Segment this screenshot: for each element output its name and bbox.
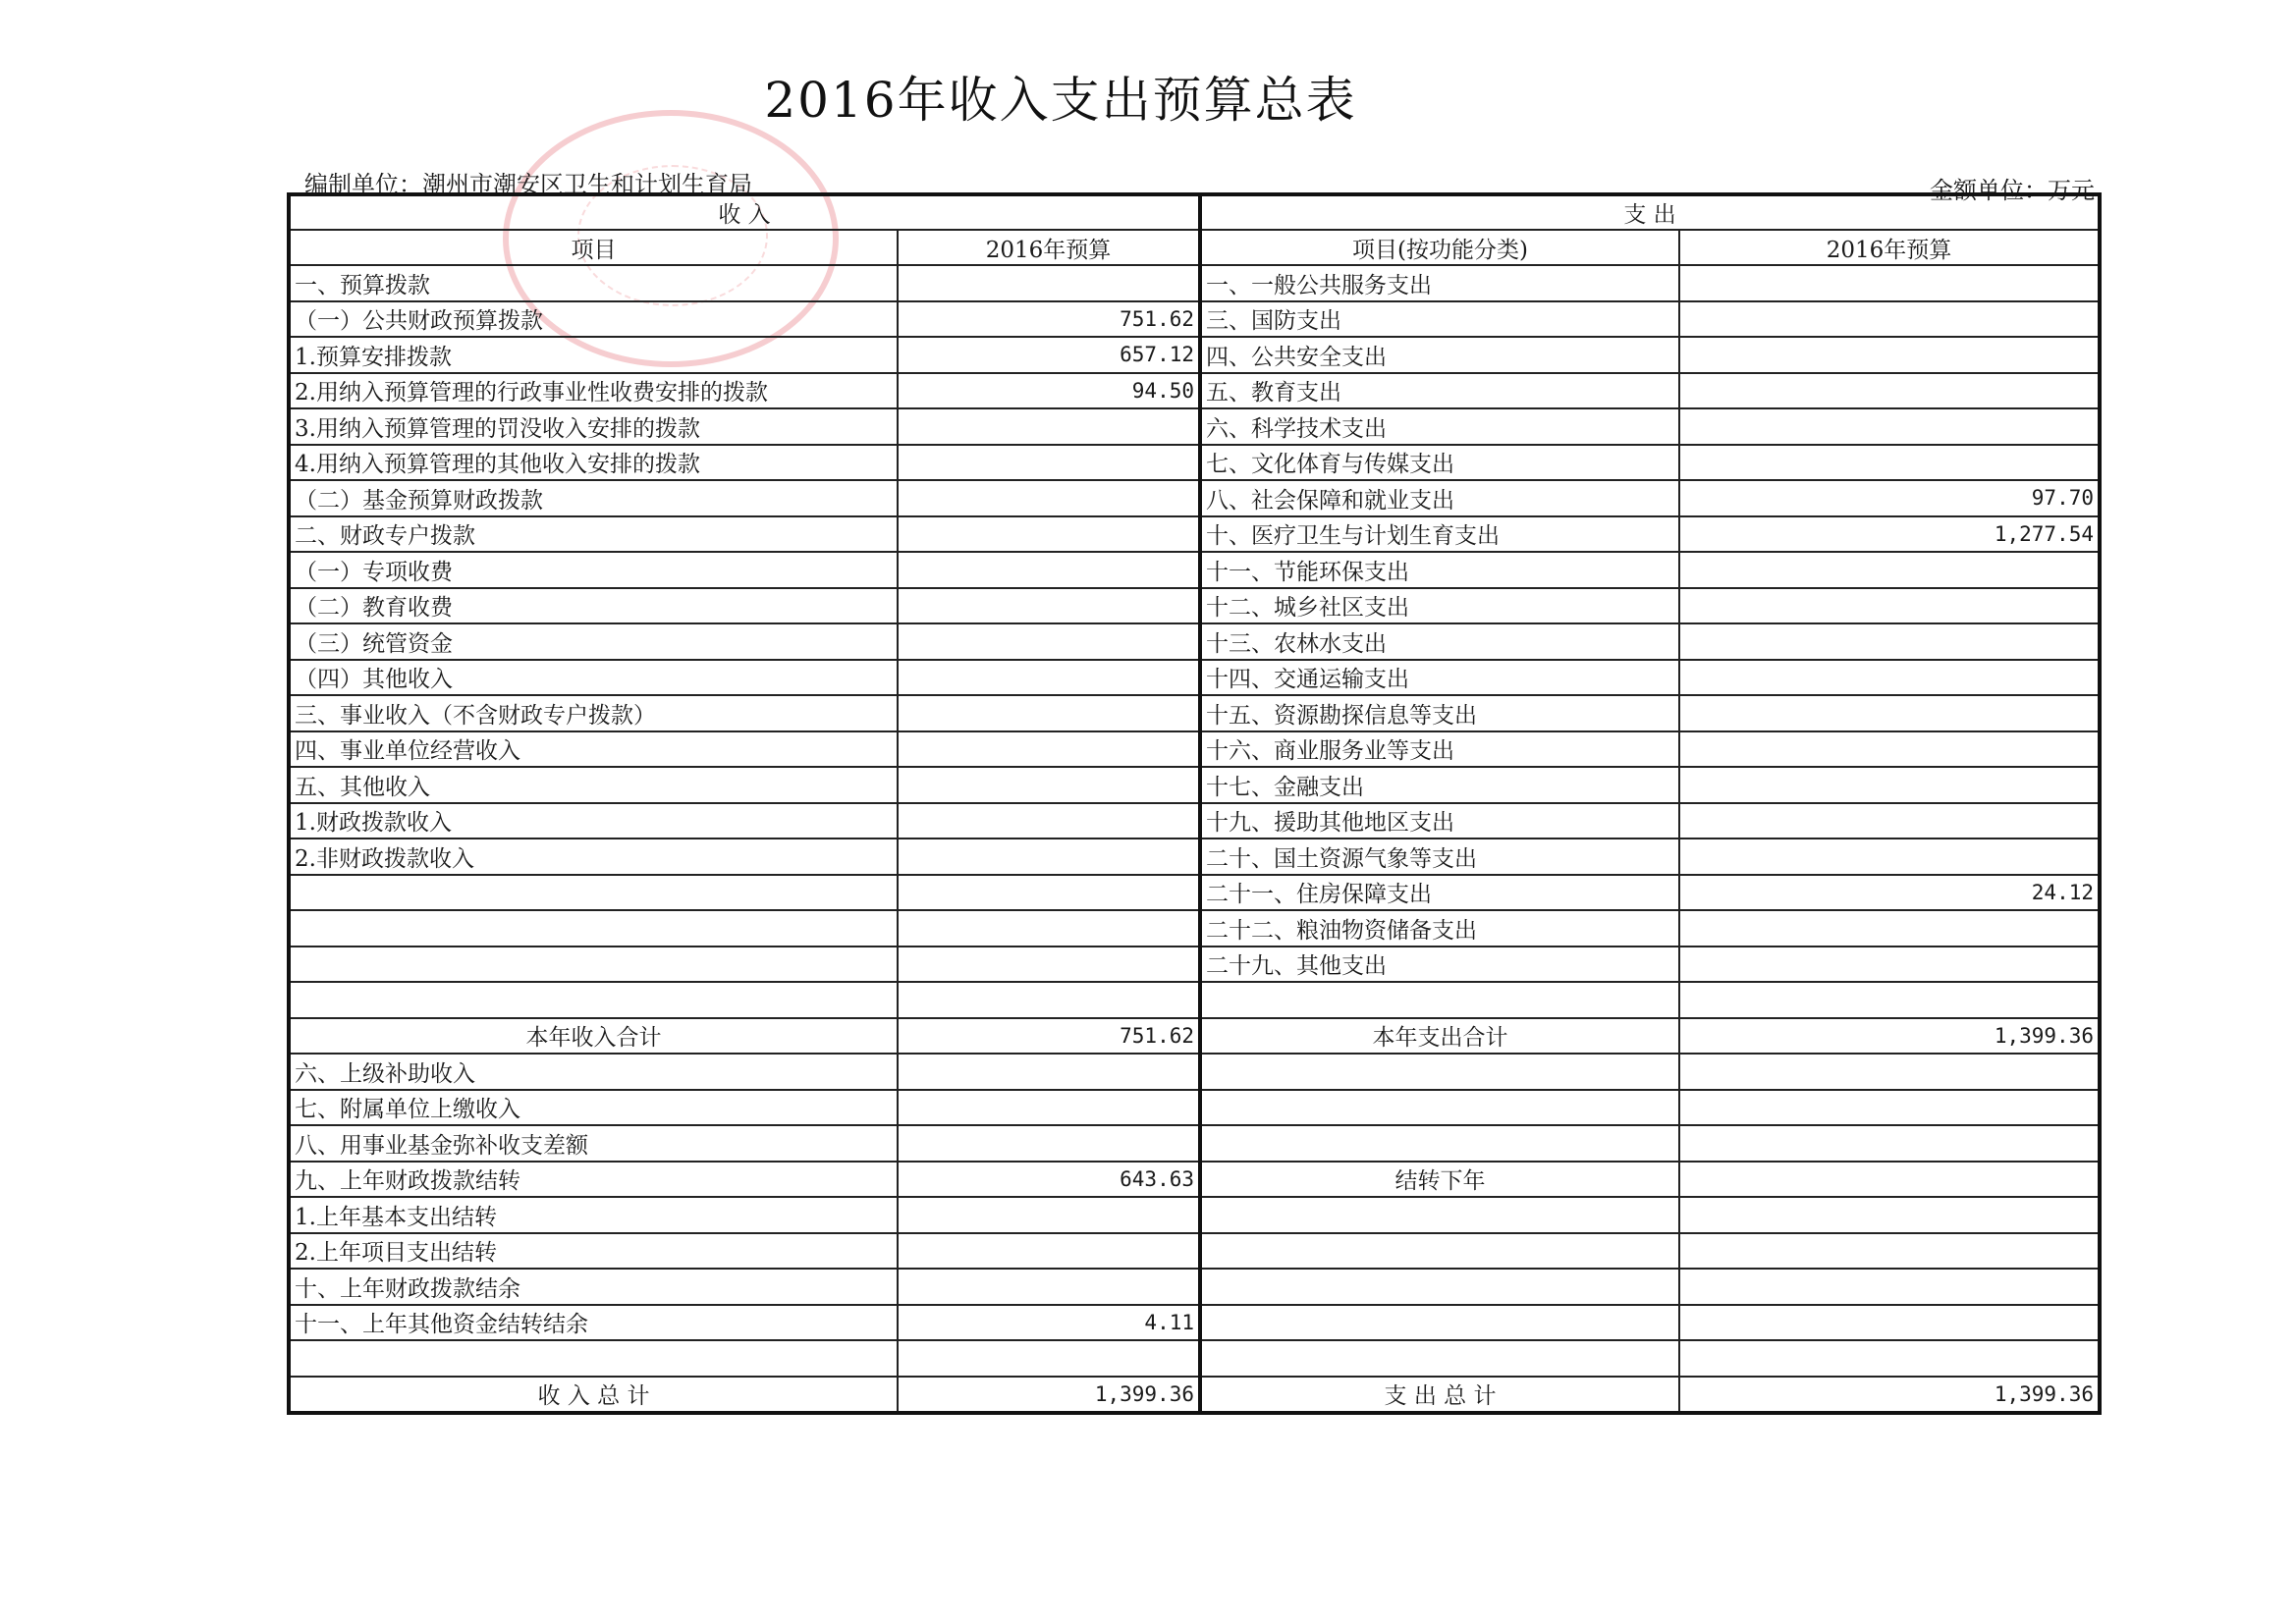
expense-item-label: 六、科学技术支出	[1200, 408, 1679, 445]
income-item-label: 八、用事业基金弥补收支差额	[289, 1125, 898, 1162]
expense-budget-value: 1,277.54	[1679, 516, 2100, 553]
expense-item-label	[1200, 1305, 1679, 1341]
expense-item-label: 十二、城乡社区支出	[1200, 588, 1679, 624]
table-row	[289, 445, 2100, 481]
expense-item-label	[1200, 1125, 1679, 1162]
expense-budget-value	[1679, 1269, 2100, 1305]
expense-budget-value: 1,399.36	[1679, 1018, 2100, 1055]
table-row	[289, 1340, 2100, 1377]
expense-budget-value	[1679, 373, 2100, 409]
income-item-label: 2.非财政拨款收入	[289, 839, 898, 875]
expense-budget-value	[1679, 695, 2100, 731]
table-row	[289, 1197, 2100, 1233]
expense-item-label: 五、教育支出	[1200, 373, 1679, 409]
income-item-label: 1.财政拨款收入	[289, 803, 898, 839]
expense-item-label: 八、社会保障和就业支出	[1200, 480, 1679, 516]
table-row	[289, 1054, 2100, 1090]
income-budget-value	[898, 910, 1200, 947]
column-header-item: 项目	[289, 230, 898, 265]
expense-item-label: 二十二、粮油物资储备支出	[1200, 910, 1679, 947]
income-item-label: 本年收入合计	[289, 1018, 898, 1055]
income-item-label: 2.上年项目支出结转	[289, 1233, 898, 1270]
table-row	[289, 623, 2100, 660]
income-budget-value	[898, 1054, 1200, 1090]
income-item-label	[289, 910, 898, 947]
expense-item-label	[1200, 1340, 1679, 1377]
table-row	[289, 731, 2100, 768]
expense-item-label	[1200, 1233, 1679, 1270]
expense-budget-value	[1679, 1197, 2100, 1233]
document-title: 2016年收入支出预算总表	[764, 72, 1357, 129]
income-budget-value	[898, 480, 1200, 516]
expense-item-label: 七、文化体育与传媒支出	[1200, 445, 1679, 481]
expense-budget-value	[1679, 1125, 2100, 1162]
expense-item-label: 二十九、其他支出	[1200, 947, 1679, 983]
expense-budget-value	[1679, 767, 2100, 803]
income-budget-value	[898, 1125, 1200, 1162]
income-item-label: 二、财政专户拨款	[289, 516, 898, 553]
expense-budget-value	[1679, 265, 2100, 301]
income-item-label: 三、事业收入（不含财政专户拨款）	[289, 695, 898, 731]
income-budget-value	[898, 1197, 1200, 1233]
income-item-label: 七、附属单位上缴收入	[289, 1090, 898, 1126]
column-header-row	[289, 230, 2100, 265]
income-item-label: （四）其他收入	[289, 660, 898, 696]
expense-item-label	[1200, 1269, 1679, 1305]
income-item-label: 1.上年基本支出结转	[289, 1197, 898, 1233]
expense-budget-value: 24.12	[1679, 875, 2100, 911]
income-item-label: （二）基金预算财政拨款	[289, 480, 898, 516]
budget-table-body	[289, 194, 2100, 1413]
income-budget-value	[898, 731, 1200, 768]
expense-budget-value	[1679, 947, 2100, 983]
income-item-label: （一）公共财政预算拨款	[289, 301, 898, 338]
income-item-label: 六、上级补助收入	[289, 1054, 898, 1090]
income-budget-value	[898, 660, 1200, 696]
income-item-label	[289, 947, 898, 983]
income-budget-value: 751.62	[898, 301, 1200, 338]
expense-item-label: 一、一般公共服务支出	[1200, 265, 1679, 301]
income-budget-value	[898, 1233, 1200, 1270]
expense-item-label: 支 出 总 计	[1200, 1377, 1679, 1414]
income-budget-value	[898, 1340, 1200, 1377]
expense-budget-value	[1679, 445, 2100, 481]
income-budget-value: 643.63	[898, 1162, 1200, 1198]
expense-budget-value	[1679, 803, 2100, 839]
income-item-label: 四、事业单位经营收入	[289, 731, 898, 768]
income-budget-value	[898, 623, 1200, 660]
income-budget-value: 1,399.36	[898, 1377, 1200, 1414]
table-row	[289, 516, 2100, 553]
expense-item-label: 结转下年	[1200, 1162, 1679, 1198]
expense-item-label	[1200, 1090, 1679, 1126]
expense-budget-value	[1679, 408, 2100, 445]
table-row	[289, 660, 2100, 696]
income-budget-value	[898, 516, 1200, 553]
income-section-header: 收 入	[289, 194, 1200, 230]
table-row	[289, 839, 2100, 875]
table-row	[289, 337, 2100, 373]
table-row	[289, 1269, 2100, 1305]
table-row	[289, 588, 2100, 624]
income-item-label: （三）统管资金	[289, 623, 898, 660]
compiling-unit: 编制单位：潮州市潮安区卫生和计划生育局	[304, 171, 752, 198]
expense-budget-value	[1679, 1233, 2100, 1270]
table-row	[289, 803, 2100, 839]
income-item-label: 收 入 总 计	[289, 1377, 898, 1414]
income-budget-value	[898, 588, 1200, 624]
table-row	[289, 1090, 2100, 1126]
income-budget-value: 657.12	[898, 337, 1200, 373]
expense-item-label: 十四、交通运输支出	[1200, 660, 1679, 696]
income-item-label	[289, 1340, 898, 1377]
amount-unit: 金额单位：万元	[1930, 177, 2095, 204]
table-row	[289, 373, 2100, 409]
income-budget-value: 4.11	[898, 1305, 1200, 1341]
income-item-label: 4.用纳入预算管理的其他收入安排的拨款	[289, 445, 898, 481]
table-row	[289, 1018, 2100, 1055]
expense-item-label: 四、公共安全支出	[1200, 337, 1679, 373]
income-item-label: （一）专项收费	[289, 552, 898, 588]
expense-item-label	[1200, 1054, 1679, 1090]
expense-budget-value	[1679, 1054, 2100, 1090]
table-row	[289, 982, 2100, 1018]
income-budget-value	[898, 445, 1200, 481]
column-header-item-function: 项目(按功能分类)	[1200, 230, 1679, 265]
income-item-label: 九、上年财政拨款结转	[289, 1162, 898, 1198]
expense-item-label: 十一、节能环保支出	[1200, 552, 1679, 588]
expense-section-header: 支 出	[1200, 194, 2100, 230]
table-row	[289, 947, 2100, 983]
expense-budget-value	[1679, 588, 2100, 624]
expense-item-label: 十九、援助其他地区支出	[1200, 803, 1679, 839]
table-row	[289, 695, 2100, 731]
expense-item-label: 十、医疗卫生与计划生育支出	[1200, 516, 1679, 553]
table-row	[289, 1125, 2100, 1162]
expense-budget-value	[1679, 910, 2100, 947]
income-budget-value	[898, 803, 1200, 839]
section-header-row	[289, 194, 2100, 230]
table-row	[289, 408, 2100, 445]
income-budget-value	[898, 695, 1200, 731]
table-row	[289, 552, 2100, 588]
expense-item-label: 十五、资源勘探信息等支出	[1200, 695, 1679, 731]
income-budget-value	[898, 265, 1200, 301]
expense-budget-value	[1679, 731, 2100, 768]
table-row	[289, 767, 2100, 803]
expense-budget-value	[1679, 623, 2100, 660]
income-item-label	[289, 982, 898, 1018]
expense-budget-value	[1679, 337, 2100, 373]
income-item-label: 1.预算安排拨款	[289, 337, 898, 373]
column-header-budget-expense: 2016年预算	[1679, 230, 2100, 265]
expense-budget-value	[1679, 1340, 2100, 1377]
income-budget-value	[898, 1269, 1200, 1305]
table-row	[289, 1233, 2100, 1270]
expense-budget-value	[1679, 660, 2100, 696]
expense-budget-value: 1,399.36	[1679, 1377, 2100, 1414]
expense-budget-value	[1679, 839, 2100, 875]
expense-item-label: 三、国防支出	[1200, 301, 1679, 338]
income-budget-value	[898, 767, 1200, 803]
income-budget-value	[898, 875, 1200, 911]
expense-budget-value	[1679, 552, 2100, 588]
expense-item-label	[1200, 982, 1679, 1018]
income-item-label: 一、预算拨款	[289, 265, 898, 301]
table-row	[289, 1377, 2100, 1414]
expense-item-label	[1200, 1197, 1679, 1233]
income-item-label: 十、上年财政拨款结余	[289, 1269, 898, 1305]
income-budget-value: 94.50	[898, 373, 1200, 409]
income-budget-value	[898, 552, 1200, 588]
expense-budget-value	[1679, 301, 2100, 338]
expense-budget-value	[1679, 1090, 2100, 1126]
expense-item-label: 十三、农林水支出	[1200, 623, 1679, 660]
income-budget-value	[898, 947, 1200, 983]
table-row	[289, 1162, 2100, 1198]
income-item-label: （二）教育收费	[289, 588, 898, 624]
table-row	[289, 301, 2100, 338]
income-item-label: 3.用纳入预算管理的罚没收入安排的拨款	[289, 408, 898, 445]
expense-item-label: 本年支出合计	[1200, 1018, 1679, 1055]
expense-budget-value	[1679, 1162, 2100, 1198]
table-row	[289, 480, 2100, 516]
income-budget-value	[898, 982, 1200, 1018]
expense-budget-value	[1679, 1305, 2100, 1341]
budget-summary-table	[287, 192, 2102, 1415]
table-row	[289, 875, 2100, 911]
table-row	[289, 265, 2100, 301]
expense-budget-value	[1679, 982, 2100, 1018]
table-row	[289, 1305, 2100, 1341]
expense-item-label: 二十一、住房保障支出	[1200, 875, 1679, 911]
expense-item-label: 十六、商业服务业等支出	[1200, 731, 1679, 768]
table-row	[289, 910, 2100, 947]
column-header-budget-income: 2016年预算	[898, 230, 1200, 265]
income-budget-value	[898, 1090, 1200, 1126]
income-item-label: 五、其他收入	[289, 767, 898, 803]
income-item-label: 2.用纳入预算管理的行政事业性收费安排的拨款	[289, 373, 898, 409]
expense-item-label: 十七、金融支出	[1200, 767, 1679, 803]
expense-budget-value: 97.70	[1679, 480, 2100, 516]
income-budget-value	[898, 408, 1200, 445]
income-budget-value	[898, 839, 1200, 875]
expense-item-label: 二十、国土资源气象等支出	[1200, 839, 1679, 875]
income-budget-value: 751.62	[898, 1018, 1200, 1055]
income-item-label	[289, 875, 898, 911]
income-item-label: 十一、上年其他资金结转结余	[289, 1305, 898, 1341]
